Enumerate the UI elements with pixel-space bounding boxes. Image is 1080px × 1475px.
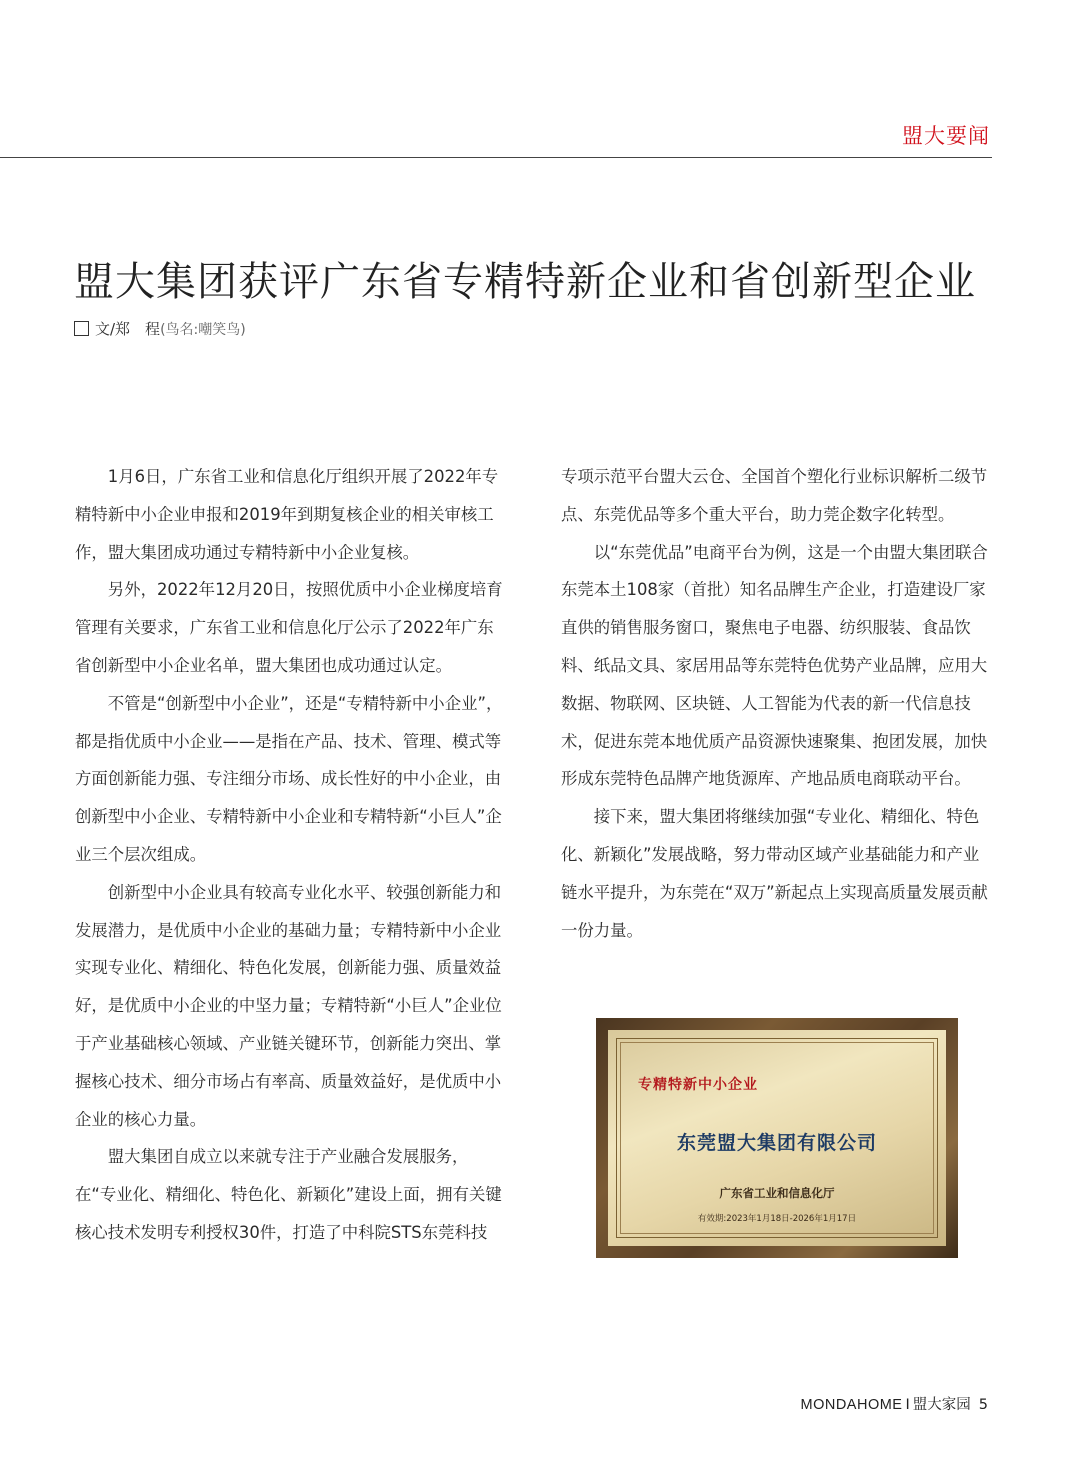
article-column-left <box>75 458 505 1252</box>
paragraph: 另外，2022年12月20日，按照优质中小企业梯度培育管理有关要求，广东省工业和信息化厅公示了2022年广东省创新型中小企业名单，盟大集团也成功通过认定。 <box>75 580 503 675</box>
footer-separator: I <box>905 1397 910 1413</box>
header-rule <box>0 157 992 158</box>
footer-brand: MONDAHOME <box>800 1397 903 1413</box>
certificate-plaque-image <box>596 1018 958 1258</box>
byline-author: 文/郑 程 <box>95 320 161 338</box>
section-label: 盟大要闻 <box>902 124 990 148</box>
plaque-company: 东莞盟大集团有限公司 <box>676 1132 877 1154</box>
paragraph: 1月6日，广东省工业和信息化厅组织开展了2022年专精特新中小企业申报和2019年到期复核企业的相关审核工作，盟大集团成功通过专精特新中小企业复核。 <box>75 467 499 562</box>
article-title: 盟大集团获评广东省专精特新企业和省创新型企业 <box>74 259 976 305</box>
paragraph: 专项示范平台盟大云仓、全国首个塑化行业标识解析二级节点、东莞优品等多个重大平台，助力莞企数字化转型。 <box>561 467 988 524</box>
paragraph: 创新型中小企业具有较高专业化水平、较强创新能力和发展潜力，是优质中小企业的基础力量；专精特新中小企业实现专业化、精细化、特色化发展，创新能力强、质量效益好，是优质中小企业的中坚力量；专精特新“小巨人”企业位于产业基础核心领域、产业链关键环节，创新能力突出、掌握核心技术、细分市场占有率高、质量效益好，是优质中小企业的核心力量。 <box>75 882 502 1129</box>
article-column-right <box>561 458 991 949</box>
plaque-issuer: 广东省工业和信息化厅 <box>719 1186 835 1200</box>
plaque-validity: 有效期:2023年1月18日-2026年1月17日 <box>697 1214 857 1224</box>
paragraph: 接下来，盟大集团将继续加强“专业化、精细化、特色化、新颖化”发展战略，努力带动区域产业基础能力和产业链水平提升，为东莞在“双万”新起点上实现高质量发展贡献一份力量。 <box>561 807 988 940</box>
page-number: 5 <box>978 1397 988 1413</box>
page-footer <box>801 1393 989 1414</box>
plaque-face <box>608 1030 946 1246</box>
byline-alias: (鸟名:嘲笑鸟) <box>160 322 246 338</box>
paragraph: 以“东莞优品”电商平台为例，这是一个由盟大集团联合东莞本土108家（首批）知名品牌生产企业，打造建设厂家直供的销售服务窗口，聚焦电子电器、纺织服装、食品饮料、纸品文具、家居用品等东莞特色优势产业品牌，应用大数据、物联网、区块链、人工智能为代表的新一代信息技术，促进东莞本地优质产品资源快速聚集、抱团发展，加快形成东莞特色品牌产地货源库、产地品质电商联动平台。 <box>561 542 988 789</box>
paragraph: 不管是“创新型中小企业”，还是“专精特新中小企业”，都是指优质中小企业——是指在产品、技术、管理、模式等方面创新能力强、专注细分市场、成长性好的中小企业，由创新型中小企业、专精特新中小企业和专精特新“小巨人”企业三个层次组成。 <box>75 693 503 864</box>
byline <box>74 318 246 339</box>
plaque-header: 专精特新中小企业 <box>638 1077 758 1093</box>
footer-magazine: 盟大家园 <box>912 1397 971 1413</box>
byline-box-icon <box>74 321 89 336</box>
paragraph: 盟大集团自成立以来就专注于产业融合发展服务，在“专业化、精细化、特色化、新颖化”建设上面，拥有关键核心技术发明专利授权30件，打造了中科院STS东莞科技 <box>75 1147 502 1242</box>
